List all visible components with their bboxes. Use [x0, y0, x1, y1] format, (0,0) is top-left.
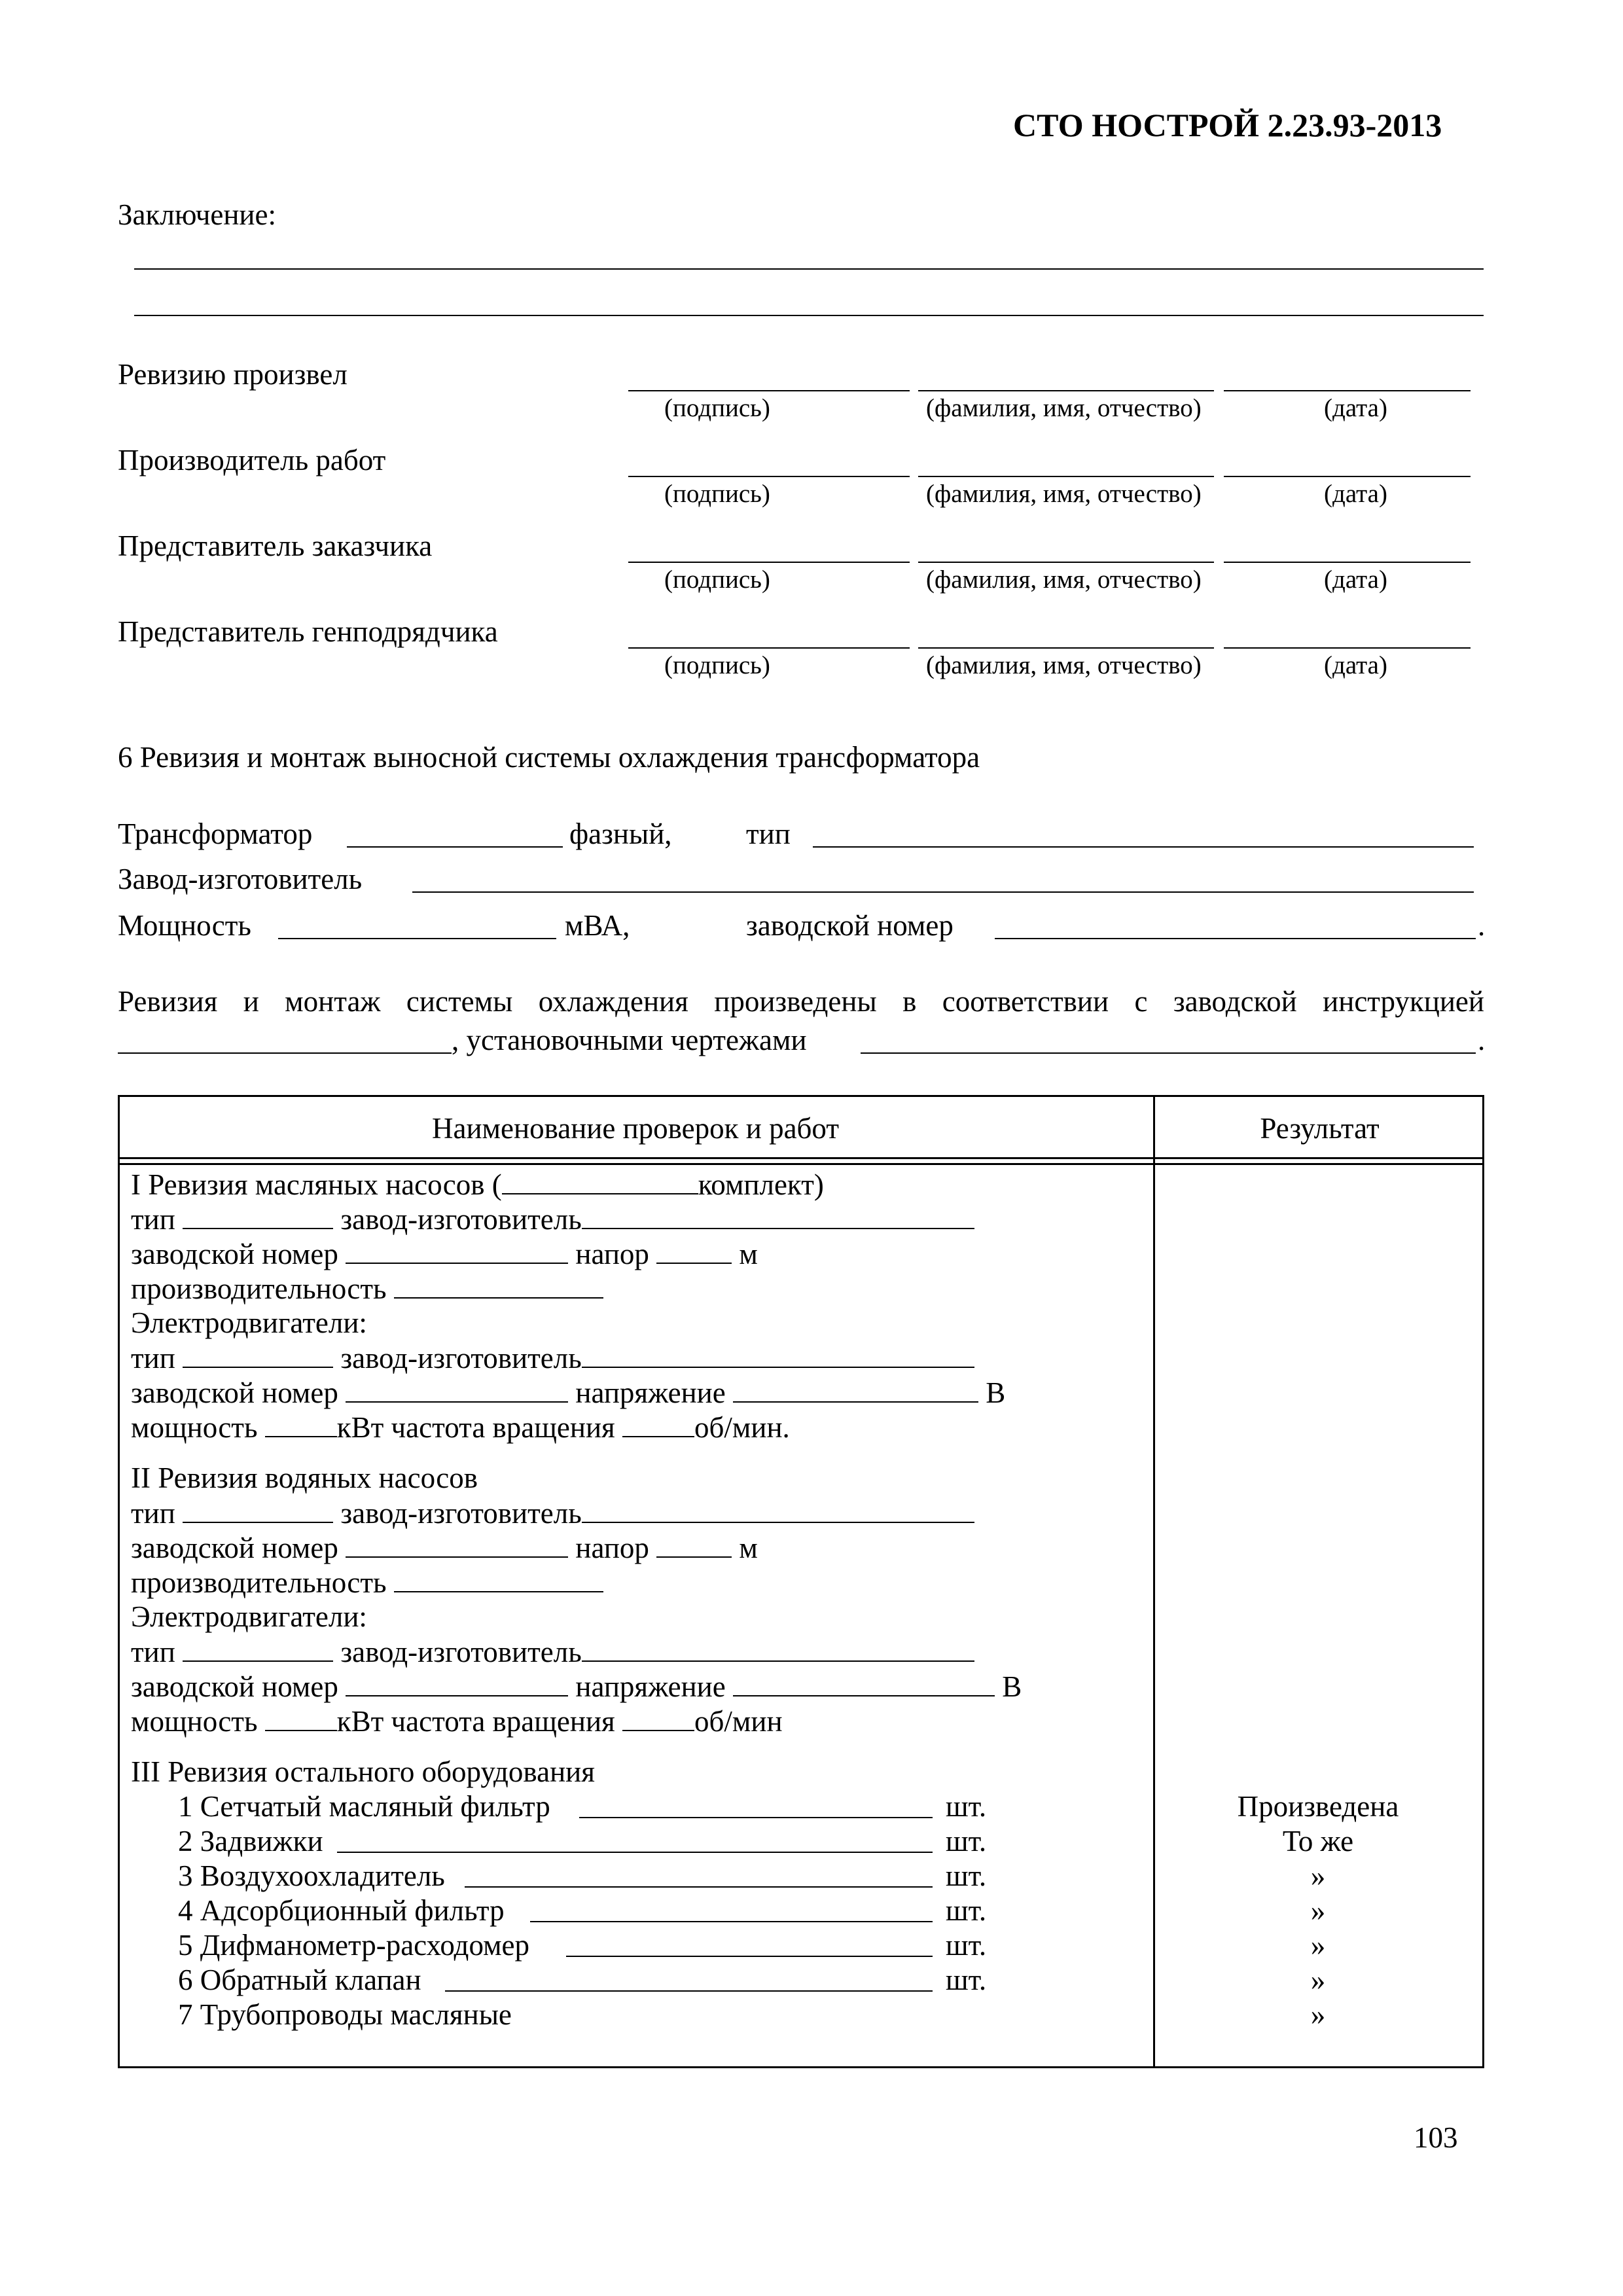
water-pump-capacity-field[interactable] — [394, 1568, 603, 1592]
caption-signature-4: (подпись) — [664, 651, 770, 679]
oil-pump-capacity-field[interactable] — [394, 1274, 603, 1299]
drawings-label: , установочными чертежами — [452, 1024, 807, 1056]
water-motor-voltage-field[interactable] — [733, 1672, 995, 1696]
caption-date-4: (дата) — [1324, 651, 1387, 679]
other-item-2-unit: шт. — [946, 1825, 987, 1857]
power-field[interactable] — [278, 938, 556, 939]
other-item-6-result: » — [1310, 1964, 1326, 1996]
oil-motors-serial-row: заводской номер напряжение В — [131, 1376, 1006, 1409]
other-item-7-label: 7 Трубопроводы масляные — [178, 1998, 512, 2031]
other-item-1-label: 1 Сетчатый масляный фильтр — [178, 1790, 550, 1823]
caption-date-3: (дата) — [1324, 565, 1387, 594]
drawings-field[interactable] — [861, 1052, 1476, 1054]
other-item-1-result: Произведена — [1237, 1790, 1399, 1823]
name-field-1[interactable] — [918, 390, 1214, 391]
water-pump-serial-field[interactable] — [346, 1533, 568, 1558]
water-pumps-serial-row: заводской номер напор м — [131, 1532, 758, 1564]
instruction-field[interactable] — [118, 1052, 452, 1054]
signature-role-1: Ревизию произвел — [118, 358, 348, 391]
other-item-4-result: » — [1310, 1894, 1326, 1927]
page-number: 103 — [1414, 2121, 1458, 2154]
column-header-result: Результат — [1260, 1112, 1380, 1145]
transformer-phase-field[interactable] — [347, 846, 563, 848]
other-item-4-label: 4 Адсорбционный фильтр — [178, 1894, 505, 1927]
oil-motor-voltage-field[interactable] — [733, 1378, 978, 1403]
other-item-1-unit: шт. — [946, 1790, 987, 1823]
name-field-2[interactable] — [918, 476, 1214, 477]
water-pump-type-field[interactable] — [183, 1498, 333, 1523]
caption-name-1: (фамилия, имя, отчество) — [926, 394, 1202, 422]
oil-motors-type-row: тип завод-изготовитель — [131, 1343, 974, 1373]
caption-date-2: (дата) — [1324, 480, 1387, 508]
phase-label: фазный, — [569, 817, 672, 850]
signature-role-2: Производитель работ — [118, 444, 386, 476]
water-motor-serial-field[interactable] — [346, 1672, 568, 1696]
signature-field-4[interactable] — [628, 647, 910, 649]
caption-name-3: (фамилия, имя, отчество) — [926, 565, 1202, 594]
other-item-7-result: » — [1310, 1998, 1326, 2031]
other-item-5-label: 5 Дифманометр-расходомер — [178, 1929, 530, 1962]
other-item-5-result: » — [1310, 1929, 1326, 1962]
conclusion-line-2[interactable] — [134, 315, 1484, 316]
other-item-2-field[interactable] — [337, 1852, 933, 1853]
caption-signature-3: (подпись) — [664, 565, 770, 594]
oil-pumps-serial-row: заводской номер напор м — [131, 1238, 758, 1270]
oil-pumps-capacity-row: производительность — [131, 1274, 603, 1304]
date-field-4[interactable] — [1224, 647, 1471, 649]
signature-field-1[interactable] — [628, 390, 910, 391]
transformer-type-field[interactable] — [813, 846, 1474, 848]
serial-period: . — [1478, 909, 1486, 942]
section-6-title: 6 Ревизия и монтаж выносной системы охлаждения трансформатора — [118, 741, 980, 774]
manufacturer-label: Завод-изготовитель — [118, 863, 363, 895]
drawings-period: . — [1478, 1024, 1486, 1056]
water-motor-manufacturer-field[interactable] — [582, 1637, 974, 1662]
other-item-6-label: 6 Обратный клапан — [178, 1964, 421, 1996]
compliance-text: Ревизия и монтаж системы охлаждения произведены в соответствии с заводской инструкцией — [118, 985, 1484, 1018]
other-item-5-unit: шт. — [946, 1929, 987, 1962]
oil-motors-power-row: мощность кВт частота вращения об/мин. — [131, 1411, 790, 1444]
other-item-2-result: То же — [1282, 1825, 1354, 1857]
other-item-3-label: 3 Воздухоохладитель — [178, 1859, 445, 1892]
oil-pump-head-field[interactable] — [656, 1239, 732, 1264]
signature-role-4: Представитель генподрядчика — [118, 615, 498, 648]
oil-motor-power-field[interactable] — [265, 1412, 337, 1437]
signature-role-3: Представитель заказчика — [118, 529, 433, 562]
transformer-label: Трансформатор — [118, 817, 313, 850]
serial-label: заводской номер — [746, 909, 954, 942]
water-pumps-title: II Ревизия водяных насосов — [131, 1462, 478, 1494]
date-field-1[interactable] — [1224, 390, 1471, 391]
table-header-divider-double — [118, 1163, 1484, 1165]
other-item-4-unit: шт. — [946, 1894, 987, 1927]
water-motor-type-field[interactable] — [183, 1637, 333, 1662]
water-motors-power-row: мощность кВт частота вращения об/мин — [131, 1705, 783, 1738]
power-label: Мощность — [118, 909, 251, 942]
oil-pump-type-field[interactable] — [183, 1204, 333, 1229]
signature-field-2[interactable] — [628, 476, 910, 477]
water-motor-speed-field[interactable] — [622, 1706, 694, 1731]
other-item-6-field[interactable] — [445, 1990, 933, 1992]
water-motors-serial-row: заводской номер напряжение В — [131, 1670, 1022, 1703]
other-item-2-label: 2 Задвижки — [178, 1825, 323, 1857]
serial-field[interactable] — [995, 938, 1476, 939]
water-pump-head-field[interactable] — [656, 1533, 732, 1558]
caption-name-2: (фамилия, имя, отчество) — [926, 480, 1202, 508]
other-item-3-result: » — [1310, 1859, 1326, 1892]
caption-signature-1: (подпись) — [664, 394, 770, 422]
power-unit: мВА, — [565, 909, 630, 942]
oil-pumps-title: I Ревизия масляных насосов ( комплект) — [131, 1168, 824, 1201]
other-item-4-field[interactable] — [530, 1921, 933, 1922]
signature-field-3[interactable] — [628, 562, 910, 563]
oil-motor-serial-field[interactable] — [346, 1378, 568, 1403]
manufacturer-field[interactable] — [412, 891, 1474, 893]
oil-pumps-type-row: тип завод-изготовитель — [131, 1204, 974, 1234]
other-item-1-field[interactable] — [579, 1817, 933, 1818]
date-field-2[interactable] — [1224, 476, 1471, 477]
water-motors-type-row: тип завод-изготовитель — [131, 1637, 974, 1667]
caption-signature-2: (подпись) — [664, 480, 770, 508]
oil-motor-manufacturer-field[interactable] — [582, 1343, 974, 1368]
conclusion-line-1[interactable] — [134, 268, 1484, 270]
oil-pumps-count-field[interactable] — [502, 1170, 698, 1194]
caption-date-1: (дата) — [1324, 394, 1387, 422]
water-pumps-type-row: тип завод-изготовитель — [131, 1498, 974, 1528]
name-field-4[interactable] — [918, 647, 1214, 649]
name-field-3[interactable] — [918, 562, 1214, 563]
water-pump-manufacturer-field[interactable] — [582, 1498, 974, 1523]
table-header-divider — [118, 1157, 1484, 1159]
oil-motor-speed-field[interactable] — [622, 1412, 694, 1437]
oil-pump-serial-field[interactable] — [346, 1239, 568, 1264]
other-item-5-field[interactable] — [566, 1956, 933, 1957]
oil-pump-manufacturer-field[interactable] — [582, 1204, 974, 1229]
document-code: СТО НОСТРОЙ 2.23.93-2013 — [1013, 107, 1442, 143]
other-item-6-unit: шт. — [946, 1964, 987, 1996]
other-item-3-field[interactable] — [465, 1886, 933, 1888]
other-item-3-unit: шт. — [946, 1859, 987, 1892]
water-pumps-capacity-row: производительность — [131, 1568, 603, 1598]
water-pumps-motors-label: Электродвигатели: — [131, 1600, 367, 1633]
oil-motor-type-field[interactable] — [183, 1343, 333, 1368]
type-label: тип — [746, 817, 791, 850]
column-header-checks: Наименование проверок и работ — [431, 1112, 840, 1145]
conclusion-label: Заключение: — [118, 198, 276, 231]
date-field-3[interactable] — [1224, 562, 1471, 563]
water-motor-power-field[interactable] — [265, 1706, 337, 1731]
oil-pumps-motors-label: Электродвигатели: — [131, 1306, 367, 1339]
other-equipment-title: III Ревизия остального оборудования — [131, 1755, 595, 1788]
caption-name-4: (фамилия, имя, отчество) — [926, 651, 1202, 679]
